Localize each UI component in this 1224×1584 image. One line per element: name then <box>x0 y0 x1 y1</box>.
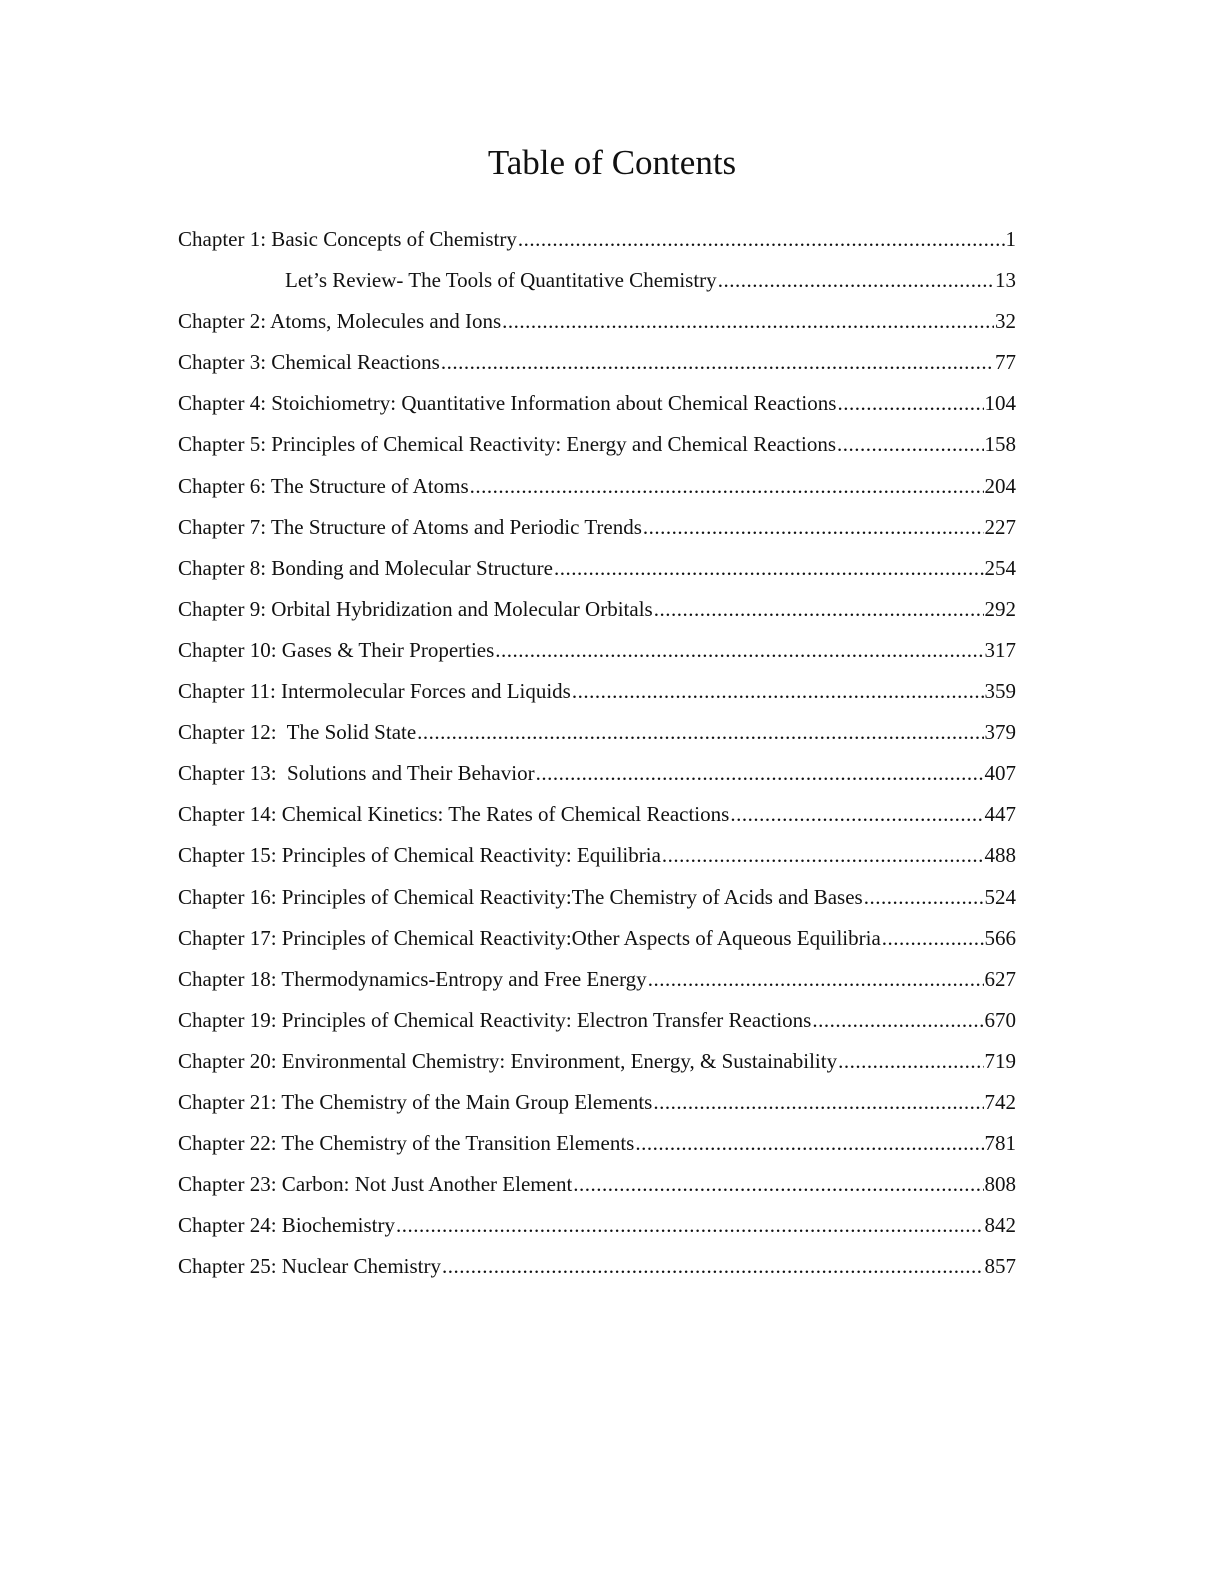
toc-entry-page: 808 <box>984 1172 1016 1197</box>
toc-entry-title: Chapter 6: The Structure of Atoms <box>178 473 469 498</box>
dot-leader <box>572 672 984 710</box>
toc-entry-title: Chapter 22: The Chemistry of the Transition Elements <box>178 1131 635 1156</box>
toc-entry-page: 742 <box>984 1089 1016 1114</box>
toc-entry-chapter-13[interactable] <box>178 754 1016 795</box>
toc-entry-title: Chapter 8: Bonding and Molecular Structure <box>178 555 553 580</box>
dot-leader <box>502 302 994 340</box>
dot-leader <box>554 549 984 587</box>
toc-entry-title: Chapter 7: The Structure of Atoms and Periodic Trends <box>178 514 642 539</box>
toc-entry-title: Chapter 13: Solutions and Their Behavior <box>178 761 535 786</box>
toc-entry-title: Chapter 16: Principles of Chemical Reactivity:The Chemistry of Acids and Bases <box>178 884 863 909</box>
toc-entry-title: Chapter 24: Biochemistry <box>178 1213 395 1238</box>
toc-entry-chapter-12[interactable] <box>178 713 1016 754</box>
toc-entry-chapter-10[interactable] <box>178 631 1016 672</box>
toc-entry-chapter-2[interactable] <box>178 302 1016 343</box>
toc-entry-page: 254 <box>984 555 1016 580</box>
dot-leader <box>718 261 994 299</box>
toc-entry-chapter-16[interactable] <box>178 878 1016 919</box>
dot-leader <box>812 1001 983 1039</box>
toc-entry-title: Let’s Review- The Tools of Quantitative Chemistry <box>285 268 717 293</box>
dot-leader <box>643 508 984 546</box>
dot-leader <box>396 1206 984 1244</box>
toc-entry-page: 1 <box>1005 227 1016 251</box>
toc-entry-lets-review[interactable] <box>178 261 1016 302</box>
toc-entry-title: Chapter 14: Chemical Kinetics: The Rates of Chemical Reactions <box>178 802 730 827</box>
toc-entry-page: 407 <box>984 761 1016 786</box>
dot-leader <box>654 590 984 628</box>
toc-entry-title: Chapter 3: Chemical Reactions <box>178 350 440 375</box>
toc-entry-page: 379 <box>984 720 1016 745</box>
dot-leader <box>838 1042 983 1080</box>
toc-entry-chapter-11[interactable] <box>178 672 1016 713</box>
toc-entry-page: 842 <box>984 1213 1016 1238</box>
toc-entry-page: 359 <box>984 679 1016 704</box>
toc-entry-title: Chapter 10: Gases & Their Properties <box>178 637 495 662</box>
toc-entry-title: Chapter 1: Basic Concepts of Chemistry <box>178 227 517 251</box>
toc-entry-title: Chapter 17: Principles of Chemical Reactivity:Other Aspects of Aqueous Equilibria <box>178 925 881 950</box>
toc-entry-title: Chapter 5: Principles of Chemical Reactivity: Energy and Chemical Reactions <box>178 432 837 457</box>
dot-leader <box>417 713 983 751</box>
toc-entry-page: 204 <box>984 473 1016 498</box>
toc-entry-title: Chapter 15: Principles of Chemical Reactivity: Equilibria <box>178 843 661 868</box>
toc-entry-title: Chapter 18: Thermodynamics-Entropy and Free Energy <box>178 966 647 991</box>
dot-leader <box>648 960 984 998</box>
toc-entry-chapter-9[interactable] <box>178 590 1016 631</box>
toc-entry-title: Chapter 25: Nuclear Chemistry <box>178 1254 442 1279</box>
toc-entry-chapter-14[interactable] <box>178 795 1016 836</box>
toc-entry-page: 488 <box>984 843 1016 868</box>
toc-entry-title: Chapter 12: The Solid State <box>178 720 417 745</box>
toc-entry-chapter-5[interactable] <box>178 425 1016 466</box>
toc-entry-chapter-21[interactable] <box>178 1083 1016 1124</box>
toc-entry-page: 317 <box>984 637 1016 662</box>
toc-entry-chapter-20[interactable] <box>178 1042 1016 1083</box>
toc-entry-page: 719 <box>984 1048 1016 1073</box>
toc-entry-chapter-8[interactable] <box>178 549 1016 590</box>
dot-leader <box>837 384 983 422</box>
toc-entry-page: 13 <box>995 268 1016 293</box>
toc-entry-page: 781 <box>984 1131 1016 1156</box>
dot-leader <box>441 343 994 381</box>
toc-entry-page: 227 <box>984 514 1016 539</box>
toc-entry-page: 857 <box>984 1254 1016 1279</box>
dot-leader <box>470 467 984 505</box>
toc-entry-title: Chapter 9: Orbital Hybridization and Molecular Orbitals <box>178 596 653 621</box>
dot-leader <box>837 425 983 463</box>
toc-entry-chapter-23[interactable] <box>178 1165 1016 1206</box>
toc-entry-page: 447 <box>984 802 1016 827</box>
toc-entry-chapter-4[interactable] <box>178 384 1016 425</box>
toc-entry-chapter-22[interactable] <box>178 1124 1016 1165</box>
dot-leader <box>635 1124 983 1162</box>
toc-entry-page: 158 <box>984 432 1016 457</box>
toc-entry-title: Chapter 2: Atoms, Molecules and Ions <box>178 309 502 334</box>
toc-entry-chapter-6[interactable] <box>178 467 1016 508</box>
toc-entry-chapter-15[interactable] <box>178 836 1016 877</box>
toc-entry-title: Chapter 19: Principles of Chemical Reactivity: Electron Transfer Reactions <box>178 1007 812 1032</box>
dot-leader <box>882 919 984 957</box>
toc-entry-chapter-24[interactable] <box>178 1206 1016 1247</box>
toc-entry-page: 524 <box>984 884 1016 909</box>
toc-entry-chapter-7[interactable] <box>178 508 1016 549</box>
dot-leader <box>864 878 984 916</box>
toc-entry-title: Chapter 4: Stoichiometry: Quantitative Information about Chemical Reactions <box>178 391 837 416</box>
toc-entry-page: 32 <box>995 309 1016 334</box>
dot-leader <box>573 1165 983 1203</box>
dot-leader <box>495 631 983 669</box>
toc-entry-page: 670 <box>984 1007 1016 1032</box>
toc-entry-chapter-25[interactable] <box>178 1247 1016 1288</box>
page-title: Table of Contents <box>487 143 737 182</box>
dot-leader <box>662 836 984 874</box>
toc-entry-chapter-3[interactable] <box>178 343 1016 384</box>
toc-entry-title: Chapter 20: Environmental Chemistry: Environment, Energy, & Sustainability <box>178 1048 838 1073</box>
dot-leader <box>536 754 984 792</box>
dot-leader <box>730 795 983 833</box>
toc-entry-page: 292 <box>984 596 1016 621</box>
toc-entry-chapter-19[interactable] <box>178 1001 1016 1042</box>
dot-leader <box>518 220 1005 258</box>
toc-entry-page: 77 <box>995 350 1016 375</box>
toc-entry-title: Chapter 23: Carbon: Not Just Another Element <box>178 1172 573 1197</box>
toc-list <box>178 220 1016 1288</box>
dot-leader <box>653 1083 983 1121</box>
toc-entry-page: 104 <box>984 391 1016 416</box>
toc-entry-chapter-17[interactable] <box>178 919 1016 960</box>
dot-leader <box>442 1247 983 1285</box>
toc-entry-title: Chapter 11: Intermolecular Forces and Liquids <box>178 679 571 704</box>
toc-entry-chapter-1[interactable] <box>178 220 1016 261</box>
toc-entry-page: 627 <box>984 966 1016 991</box>
toc-entry-title: Chapter 21: The Chemistry of the Main Group Elements <box>178 1089 653 1114</box>
toc-entry-chapter-18[interactable] <box>178 960 1016 1001</box>
toc-entry-page: 566 <box>984 925 1016 950</box>
